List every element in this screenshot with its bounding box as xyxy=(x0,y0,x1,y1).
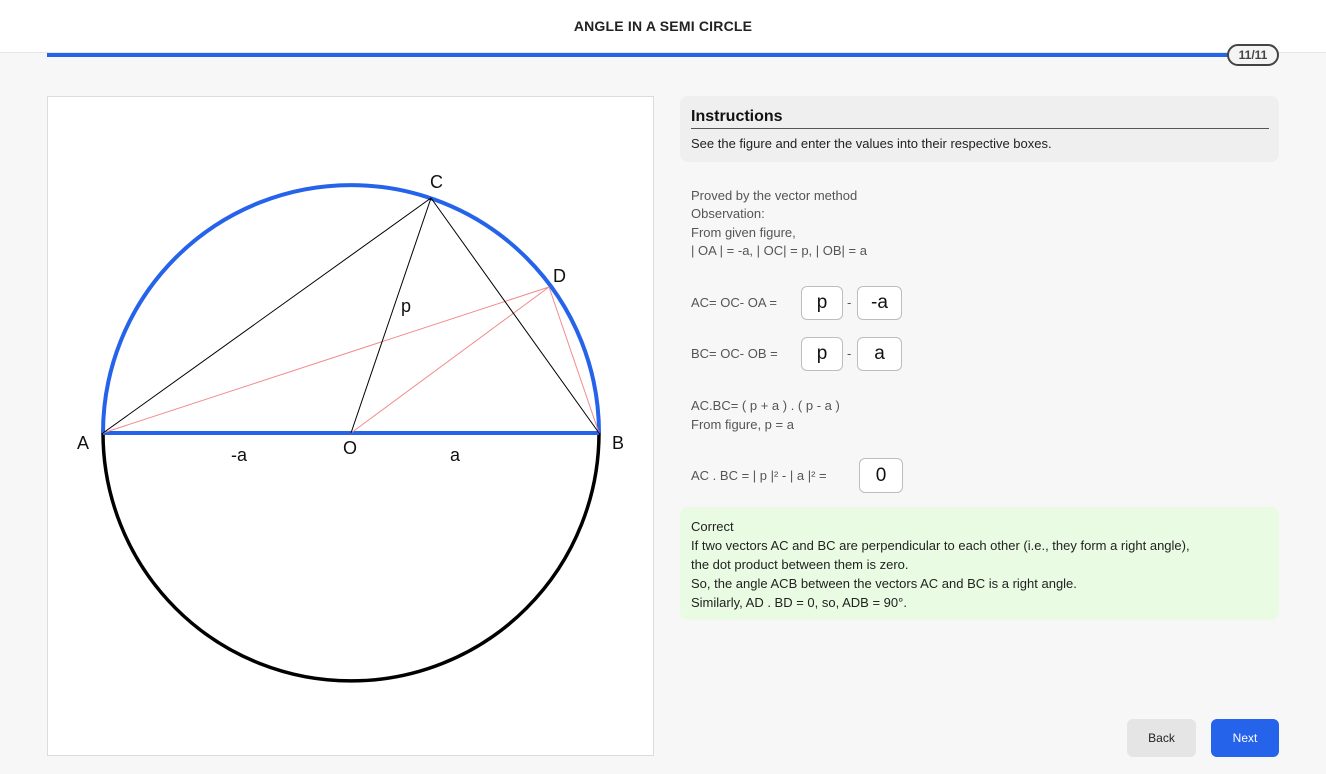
dot-product-result-box[interactable]: 0 xyxy=(859,458,903,493)
point-label-o: O xyxy=(343,438,358,458)
magnitudes-text: | OA | = -a, | OC| = p, | OB| = a xyxy=(691,243,867,258)
page-title: ANGLE IN A SEMI CIRCLE xyxy=(573,18,753,34)
feedback-line-3: So, the angle ACB between the vectors AC and BC is a right angle. xyxy=(691,576,1077,591)
point-label-c: C xyxy=(430,172,443,192)
ac-equation-label: AC= OC- OA = xyxy=(691,295,777,310)
dot-product-text: AC.BC= ( p + a ) . ( p - a ) xyxy=(691,398,840,413)
feedback-line-4: Similarly, AD . BD = 0, so, ADB = 90°. xyxy=(691,595,907,610)
feedback-status: Correct xyxy=(691,519,734,534)
progress-bar xyxy=(47,53,1237,57)
radius-oc xyxy=(351,198,431,433)
bc-input-box-2[interactable]: a xyxy=(857,337,902,371)
bc-minus-sign: - xyxy=(847,346,852,361)
next-button[interactable]: Next xyxy=(1211,719,1279,757)
bc-input-box-1[interactable]: p xyxy=(801,337,843,371)
back-button[interactable]: Back xyxy=(1127,719,1196,757)
lower-arc xyxy=(103,433,599,681)
chord-bc xyxy=(431,198,599,433)
observation-text: Observation: xyxy=(691,206,765,221)
instructions-panel xyxy=(680,96,1279,162)
segment-od xyxy=(351,287,549,433)
ac-input-box-2[interactable]: -a xyxy=(857,286,902,320)
instructions-text: See the figure and enter the values into their respective boxes. xyxy=(691,136,1052,151)
ac-minus-sign: - xyxy=(847,295,852,310)
chord-ac xyxy=(103,198,431,433)
point-label-b: B xyxy=(612,433,625,453)
feedback-panel xyxy=(680,507,1279,620)
feedback-line-2: the dot product between them is zero. xyxy=(691,557,909,572)
semicircle-figure xyxy=(48,97,653,755)
feedback-line-1: If two vectors AC and BC are perpendicular to each other (i.e., they form a right angle), xyxy=(691,538,1190,553)
segment-label-oc: p xyxy=(401,296,412,316)
upper-arc xyxy=(103,185,599,433)
proof-method-text: Proved by the vector method xyxy=(691,188,858,203)
ac-input-box-1[interactable]: p xyxy=(801,286,843,320)
point-label-a: A xyxy=(77,433,90,453)
segment-label-ob: a xyxy=(450,445,461,465)
point-label-d: D xyxy=(553,266,566,286)
bc-equation-label: BC= OC- OB = xyxy=(691,346,778,361)
given-figure-text: From given figure, xyxy=(691,225,796,240)
figure-panel xyxy=(47,96,654,756)
header-bar xyxy=(0,0,1326,53)
segment-label-oa: -a xyxy=(231,445,248,465)
progress-bar-fill xyxy=(47,53,1237,57)
from-figure-text: From figure, p = a xyxy=(691,417,794,432)
chord-ad xyxy=(103,287,549,433)
progress-counter-badge: 11/11 xyxy=(1227,44,1279,66)
final-equation-label: AC . BC = | p |² - | a |² = xyxy=(691,468,827,483)
instructions-title: Instructions xyxy=(691,108,783,125)
instructions-divider xyxy=(691,128,1269,129)
chord-bd xyxy=(549,287,599,433)
